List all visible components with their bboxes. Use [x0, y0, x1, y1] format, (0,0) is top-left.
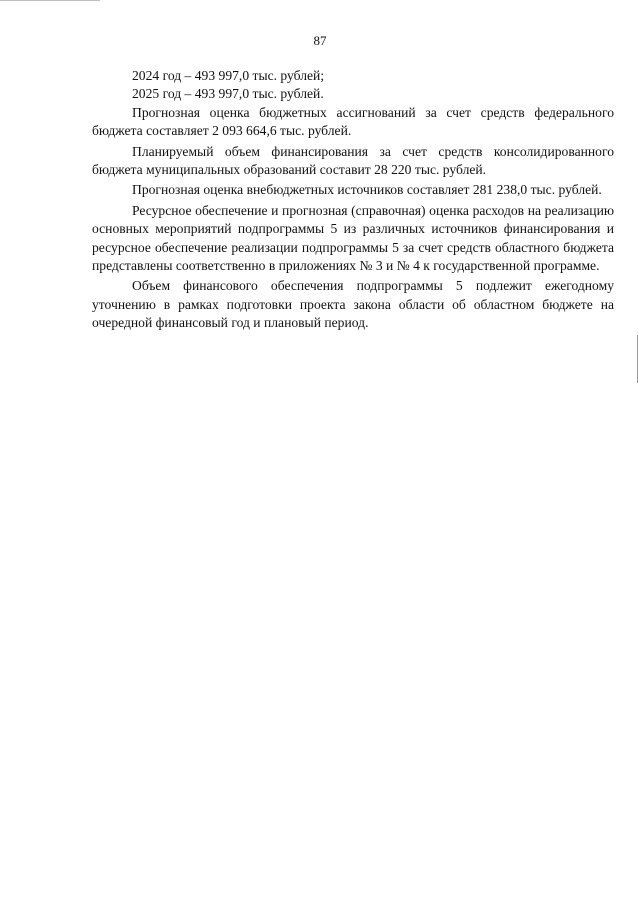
scan-artifact-line [0, 0, 100, 1]
paragraph-federal-budget: Прогнозная оценка бюджетных ассигнований за счет средств федерального бюджета составляет 2 093 664,6 тыс. рублей. [92, 104, 614, 139]
paragraph-resource-provision: Ресурсное обеспечение и прогнозная (справочная) оценка расходов на реализацию основных мероприятий подпрограммы 5 из различных источников финансирования и ресурсное обеспечение реализации подпрограммы 5 за счет средств областного бюджета представлены соответственно в приложениях № 3 и № 4 к государственной программе. [92, 202, 614, 274]
paragraph-financing-adjustment: Объем финансового обеспечения подпрограммы 5 подлежит ежегодному уточнению в рамках подготовки проекта закона области об областном бюджете на очередной финансовый год и плановый период. [92, 278, 614, 331]
page-number: 87 [313, 33, 327, 48]
scan-artifact-edge [637, 335, 638, 383]
paragraph-extrabudgetary: Прогнозная оценка внебюджетных источников составляет 281 238,0 тыс. рублей. [132, 182, 602, 198]
paragraph-year-2024: 2024 год – 493 997,0 тыс. рублей; [132, 68, 325, 83]
paragraph-municipal-budget: Планируемый объем финансирования за счет средств консолидированного бюджета муниципальных образований составит 28 220 тыс. рублей. [92, 143, 614, 178]
paragraph-year-2025: 2025 год – 493 997,0 тыс. рублей. [132, 86, 324, 102]
document-body [92, 67, 614, 333]
